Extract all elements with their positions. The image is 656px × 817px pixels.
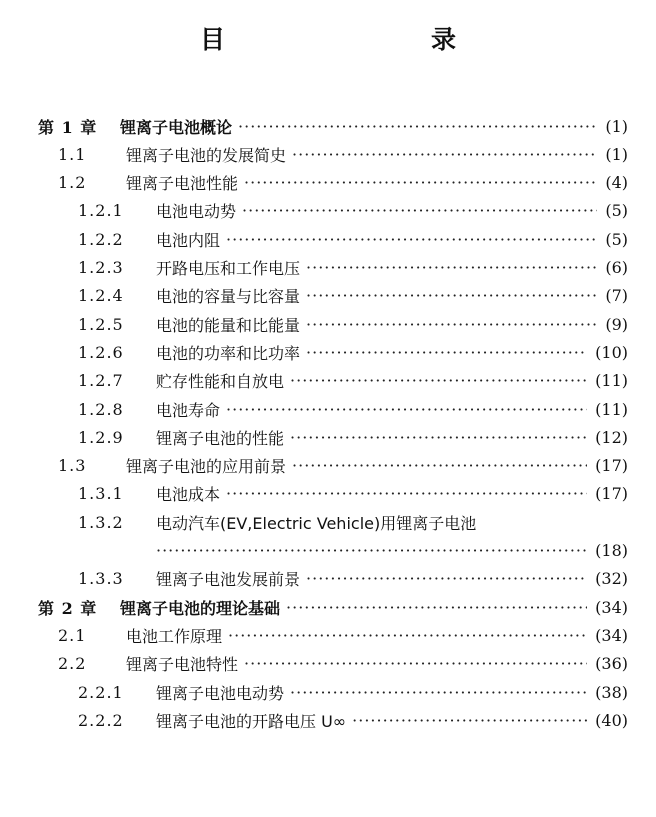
leader-dots xyxy=(244,654,587,673)
toc-entry-title: 电池工作原理 xyxy=(126,626,223,646)
toc-entry-title: 贮存性能和自放电 xyxy=(156,372,285,392)
toc-entry-number: 2.2.2 xyxy=(78,710,124,730)
toc-entry-title: 锂离子电池的理论基础 xyxy=(120,598,281,618)
leader-dots xyxy=(306,315,597,334)
toc-entry[interactable] xyxy=(78,367,628,395)
toc-entry-page: (32) xyxy=(595,569,628,589)
toc-entry-page: (38) xyxy=(595,682,628,702)
toc-entry-number: 1.2.7 xyxy=(78,371,124,391)
leader-dots xyxy=(286,598,587,617)
toc-entry-title: 电池的能量和比能量 xyxy=(156,315,301,335)
toc-entry-page: (6) xyxy=(605,258,628,277)
toc-entry-number: 1.2.6 xyxy=(78,342,124,362)
leader-dots xyxy=(238,117,597,136)
toc-entry[interactable] xyxy=(78,338,628,366)
toc-entry-page: (12) xyxy=(595,427,628,447)
leader-dots xyxy=(290,683,587,702)
toc-entry[interactable] xyxy=(78,480,628,508)
toc-entry-title: 锂离子电池特性 xyxy=(126,655,239,675)
leader-dots xyxy=(226,230,597,249)
toc-entry-continuation xyxy=(156,537,628,565)
leader-dots xyxy=(306,343,587,362)
leader-dots xyxy=(290,428,587,447)
toc-entry-page: (36) xyxy=(595,654,628,674)
toc-entry-number: 1.2.3 xyxy=(78,258,124,277)
toc-entry-number: 1.2.9 xyxy=(78,427,124,447)
toc-entry[interactable] xyxy=(38,593,628,621)
toc-entry-number: 第 1 章 xyxy=(38,117,98,137)
page-title: 目 录 xyxy=(199,25,508,54)
toc-entry-title: 锂离子电池的应用前景 xyxy=(126,457,287,477)
toc-entry-title: 锂离子电池的性能 xyxy=(156,428,285,448)
toc-entry-number: 1.2.8 xyxy=(78,399,124,419)
leader-dots xyxy=(244,173,597,192)
toc-entry-page: (17) xyxy=(595,484,628,504)
toc-entry-page: (11) xyxy=(595,371,628,391)
leader-dots xyxy=(156,541,587,560)
toc-entry-title: 锂离子电池的开路电压 U∞ xyxy=(156,711,347,731)
leader-dots xyxy=(242,201,597,220)
toc-entry-number: 1.3.3 xyxy=(78,569,124,589)
toc-entry[interactable] xyxy=(78,310,628,338)
toc-entry-page: (40) xyxy=(595,710,628,730)
leader-dots xyxy=(228,626,587,645)
toc-entry-title: 电池的容量与比容量 xyxy=(156,287,301,307)
toc-entry-page: (34) xyxy=(595,625,628,645)
leader-dots xyxy=(306,286,597,305)
toc-entry[interactable] xyxy=(58,140,628,168)
toc-entry[interactable] xyxy=(78,282,628,310)
toc-entry[interactable] xyxy=(58,621,628,649)
toc-entry-title: 开路电压和工作电压 xyxy=(156,259,301,278)
toc-entry[interactable] xyxy=(78,395,628,423)
toc-entry-page: (10) xyxy=(595,342,628,362)
toc-entry-title: 电池寿命 xyxy=(156,400,221,420)
toc-entry[interactable] xyxy=(78,225,628,253)
toc-entry-page: (34) xyxy=(595,597,628,617)
toc-entry-page: (18) xyxy=(595,541,628,560)
toc-entry[interactable] xyxy=(78,508,628,536)
toc-entry-number: 1.2.2 xyxy=(78,229,124,249)
toc-entry-number: 1.3.2 xyxy=(78,512,124,532)
toc-entry-title: 锂离子电池概论 xyxy=(120,117,233,137)
toc-entry-number: 1.1 xyxy=(58,144,87,164)
toc-entry[interactable] xyxy=(58,650,628,678)
toc-entry[interactable] xyxy=(78,565,628,593)
toc-entry-page: (11) xyxy=(595,399,628,419)
toc-entry-number: 1.3 xyxy=(58,456,87,476)
toc-entry-title: 电动汽车(EV,Electric Vehicle)用锂离子电池 xyxy=(156,513,477,533)
leader-dots xyxy=(306,569,587,588)
toc-entry-page: (17) xyxy=(595,456,628,476)
toc-entry-number: 2.2.1 xyxy=(78,682,124,702)
toc-entry-title: 锂离子电池电动势 xyxy=(156,683,285,703)
toc-entry-number: 1.2.4 xyxy=(78,286,124,306)
leader-dots xyxy=(226,400,587,419)
toc-entry-page: (1) xyxy=(605,144,628,164)
toc-entry-page: (9) xyxy=(605,314,628,334)
toc-entry-page: (4) xyxy=(605,173,628,193)
toc-entry-number: 第 2 章 xyxy=(38,598,98,618)
toc-entry[interactable] xyxy=(78,254,628,282)
toc-entry-number: 1.3.1 xyxy=(78,484,124,504)
leader-dots xyxy=(226,484,587,503)
toc-entry[interactable] xyxy=(58,169,628,197)
leader-dots xyxy=(292,456,587,475)
leader-dots xyxy=(352,711,587,730)
leader-dots xyxy=(306,258,597,277)
toc-entry[interactable] xyxy=(38,112,628,140)
toc-entry[interactable] xyxy=(78,423,628,451)
toc-entry-title: 锂离子电池发展前景 xyxy=(156,570,301,590)
toc-entry-number: 2.2 xyxy=(58,654,87,674)
toc-entry-page: (1) xyxy=(605,116,628,136)
toc-entry-page: (7) xyxy=(605,286,628,306)
leader-dots xyxy=(290,371,587,390)
toc-entry-title: 锂离子电池性能 xyxy=(126,174,239,194)
toc-entry[interactable] xyxy=(78,706,628,734)
toc-entry[interactable] xyxy=(58,452,628,480)
toc-entry-number: 1.2.5 xyxy=(78,314,124,334)
toc-entry-title: 电池的功率和比功率 xyxy=(156,343,301,363)
toc-entry-title: 电池电动势 xyxy=(156,202,237,222)
toc-entry-title: 电池成本 xyxy=(156,485,221,505)
toc-entry-number: 1.2.1 xyxy=(78,201,124,221)
toc-entry-number: 2.1 xyxy=(58,625,87,645)
toc-entry-number: 1.2 xyxy=(58,173,87,193)
toc-entry-page: (5) xyxy=(605,201,628,221)
leader-dots xyxy=(292,145,597,164)
toc-entry-title: 锂离子电池的发展简史 xyxy=(126,145,287,165)
toc-entry[interactable] xyxy=(78,678,628,706)
toc-entry-title: 电池内阻 xyxy=(156,230,221,250)
toc-entry[interactable] xyxy=(78,197,628,225)
toc-entry-page: (5) xyxy=(605,229,628,249)
